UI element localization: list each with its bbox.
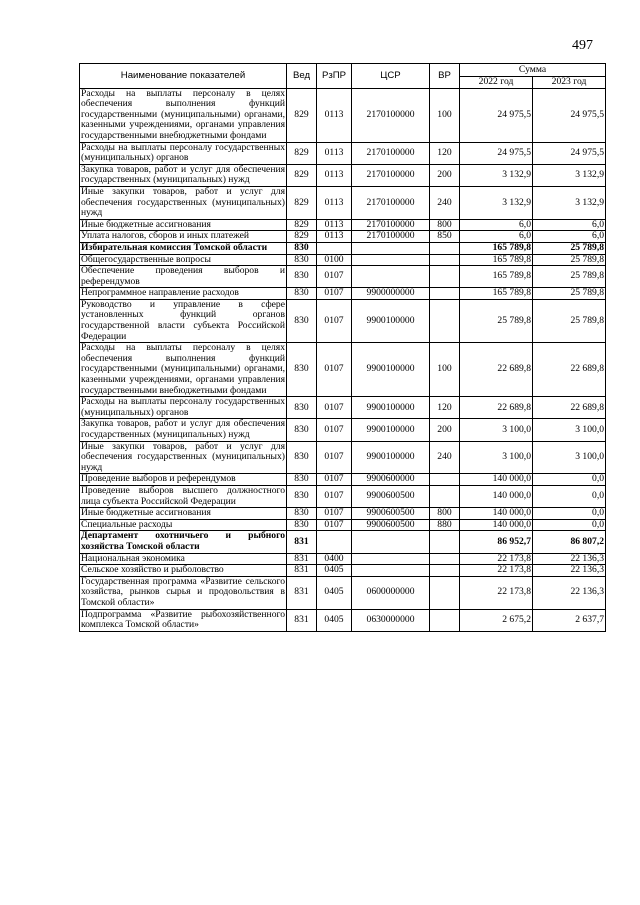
row-name: Уплата налогов, сборов и иных платежей — [80, 231, 287, 243]
row-name: Руководство и управление в сфере установленных функций органов государственной власти субъекта Российской Федерации — [81, 298, 285, 342]
row-amount-2022: 24 975,5 — [460, 88, 533, 142]
row-rzpr: 0113 — [317, 88, 352, 142]
table-row — [80, 186, 606, 219]
row-amount-2023: 0,0 — [533, 519, 606, 531]
table-row — [80, 553, 606, 565]
row-name: Непрограммное направление расходов — [80, 288, 287, 300]
row-rzpr: 0100 — [317, 254, 352, 266]
row-name: Расходы на выплаты персоналу в целях обеспечения выполнения функций государственными (муниципальными) органами, казенными учреждениями, органами управления государственными внебюджетными фондами — [81, 87, 285, 141]
row-rzpr: 0113 — [317, 186, 352, 219]
row-amount-2022: 165 789,8 — [460, 288, 533, 300]
table-row — [80, 242, 606, 254]
row-ved: 831 — [287, 609, 317, 631]
row-amount-2023: 6,0 — [533, 219, 606, 231]
row-vr — [430, 299, 460, 342]
row-amount-2022: 25 789,8 — [460, 299, 533, 342]
row-rzpr: 0107 — [317, 441, 352, 474]
row-rzpr: 0107 — [317, 474, 352, 486]
row-amount-2023: 86 807,2 — [533, 531, 606, 553]
row-vr: 850 — [430, 231, 460, 243]
row-amount-2023: 3 100,0 — [533, 419, 606, 441]
row-csr: 2170100000 — [352, 164, 430, 186]
row-amount-2022: 6,0 — [460, 219, 533, 231]
row-rzpr: 0400 — [317, 553, 352, 565]
row-ved: 829 — [287, 88, 317, 142]
row-ved: 831 — [287, 565, 317, 577]
row-name: Иные бюджетные ассигнования — [80, 508, 287, 520]
row-amount-2022: 165 789,8 — [460, 242, 533, 254]
row-csr: 9900100000 — [352, 343, 430, 397]
row-csr: 2170100000 — [352, 88, 430, 142]
row-csr: 2170100000 — [352, 231, 430, 243]
row-rzpr — [317, 531, 352, 553]
row-amount-2022: 3 100,0 — [460, 419, 533, 441]
row-name: Иные закупки товаров, работ и услуг для обеспечения государственных (муниципальных) нужд — [81, 440, 285, 473]
row-amount-2022: 165 789,8 — [460, 266, 533, 288]
budget-table — [79, 63, 606, 632]
row-name: Подпрограмма «Развитие рыбохозяйственного комплекса Томской области» — [81, 608, 285, 631]
table-row — [80, 288, 606, 300]
row-csr: 2170100000 — [352, 142, 430, 164]
row-csr: 2170100000 — [352, 186, 430, 219]
row-ved: 829 — [287, 231, 317, 243]
row-vr — [430, 576, 460, 609]
row-rzpr: 0405 — [317, 565, 352, 577]
row-name: Иные закупки товаров, работ и услуг для обеспечения государственных (муниципальных) нужд — [81, 185, 285, 219]
row-amount-2023: 6,0 — [533, 231, 606, 243]
row-amount-2022: 140 000,0 — [460, 485, 533, 507]
table-row — [80, 266, 606, 288]
row-vr — [430, 553, 460, 565]
row-csr: 0630000000 — [352, 609, 430, 631]
row-amount-2023: 24 975,5 — [533, 88, 606, 142]
header-year-2023: 2023 год — [533, 77, 606, 89]
row-rzpr: 0107 — [317, 419, 352, 441]
row-name: Иные бюджетные ассигнования — [80, 219, 287, 231]
row-rzpr: 0107 — [317, 266, 352, 288]
row-name: Сельское хозяйство и рыболовство — [80, 565, 287, 577]
table-row — [80, 88, 606, 142]
table-row — [80, 231, 606, 243]
row-amount-2023: 3 100,0 — [533, 441, 606, 474]
row-ved: 829 — [287, 164, 317, 186]
header-name: Наименование показателей — [80, 64, 287, 89]
row-amount-2022: 22 173,8 — [460, 553, 533, 565]
row-csr — [352, 565, 430, 577]
row-amount-2023: 0,0 — [533, 508, 606, 520]
row-csr: 9900100000 — [352, 299, 430, 342]
row-csr — [352, 254, 430, 266]
row-rzpr: 0107 — [317, 485, 352, 507]
row-name: Избирательная комиссия Томской области — [80, 242, 287, 254]
row-rzpr: 0107 — [317, 519, 352, 531]
row-vr — [430, 609, 460, 631]
row-rzpr: 0107 — [317, 299, 352, 342]
row-csr: 9900100000 — [352, 441, 430, 474]
row-ved: 830 — [287, 441, 317, 474]
header-row — [80, 64, 606, 77]
row-name: Расходы на выплаты персоналу государственных (муниципальных) органов — [81, 396, 285, 418]
row-amount-2023: 22 136,3 — [533, 576, 606, 609]
row-rzpr: 0405 — [317, 609, 352, 631]
row-vr: 880 — [430, 519, 460, 531]
row-name: Закупка товаров, работ и услуг для обеспечения государственных (муниципальных) нужд — [81, 418, 285, 440]
row-amount-2023: 3 132,9 — [533, 164, 606, 186]
row-ved: 829 — [287, 186, 317, 219]
row-amount-2022: 3 132,9 — [460, 186, 533, 219]
row-ved: 831 — [287, 531, 317, 553]
table-row — [80, 609, 606, 631]
row-csr — [352, 242, 430, 254]
row-ved: 830 — [287, 519, 317, 531]
row-csr — [352, 266, 430, 288]
row-ved: 830 — [287, 242, 317, 254]
row-vr — [430, 485, 460, 507]
row-csr: 9900100000 — [352, 397, 430, 419]
row-ved: 830 — [287, 419, 317, 441]
row-csr: 2170100000 — [352, 219, 430, 231]
table-body — [80, 88, 606, 631]
table-row — [80, 519, 606, 531]
row-amount-2023: 22 136,3 — [533, 553, 606, 565]
row-amount-2022: 22 173,8 — [460, 576, 533, 609]
table-row — [80, 485, 606, 507]
table-row — [80, 531, 606, 553]
row-amount-2022: 140 000,0 — [460, 508, 533, 520]
table-row — [80, 219, 606, 231]
table-row — [80, 565, 606, 577]
row-rzpr: 0113 — [317, 142, 352, 164]
table-row — [80, 299, 606, 342]
row-vr: 800 — [430, 219, 460, 231]
row-csr: 9900600500 — [352, 508, 430, 520]
table-row — [80, 508, 606, 520]
row-amount-2022: 6,0 — [460, 231, 533, 243]
row-amount-2022: 140 000,0 — [460, 519, 533, 531]
row-name: Расходы на выплаты персоналу государственных (муниципальных) органов — [81, 141, 285, 164]
row-name: Общегосударственные вопросы — [80, 254, 287, 266]
row-rzpr: 0107 — [317, 343, 352, 397]
table-row — [80, 474, 606, 486]
row-vr: 100 — [430, 343, 460, 397]
row-name: Проведение выборов высшего должностного лица субъекта Российской Федерации — [81, 484, 285, 507]
row-name: Закупка товаров, работ и услуг для обеспечения государственных (муниципальных) нужд — [81, 163, 285, 186]
row-amount-2023: 25 789,8 — [533, 288, 606, 300]
header-csr: ЦСР — [352, 64, 430, 89]
row-amount-2023: 2 637,7 — [533, 609, 606, 631]
page-number: 497 — [572, 38, 593, 53]
row-amount-2022: 22 689,8 — [460, 397, 533, 419]
row-amount-2023: 22 689,8 — [533, 397, 606, 419]
row-vr — [430, 288, 460, 300]
row-name: Государственная программа «Развитие сельского хозяйства, рынков сырья и продовольствия в Томской области» — [81, 575, 285, 608]
row-ved: 830 — [287, 485, 317, 507]
row-amount-2023: 3 132,9 — [533, 186, 606, 219]
row-ved: 830 — [287, 299, 317, 342]
table-row — [80, 164, 606, 186]
row-rzpr: 0113 — [317, 231, 352, 243]
row-csr: 9900600500 — [352, 485, 430, 507]
row-ved: 830 — [287, 254, 317, 266]
row-vr — [430, 242, 460, 254]
table-row — [80, 254, 606, 266]
row-rzpr: 0113 — [317, 164, 352, 186]
row-rzpr — [317, 242, 352, 254]
row-ved: 829 — [287, 219, 317, 231]
row-amount-2022: 165 789,8 — [460, 254, 533, 266]
row-amount-2023: 25 789,8 — [533, 242, 606, 254]
row-ved: 830 — [287, 474, 317, 486]
table-row — [80, 397, 606, 419]
row-ved: 831 — [287, 553, 317, 565]
table-row — [80, 343, 606, 397]
row-amount-2023: 0,0 — [533, 474, 606, 486]
row-amount-2023: 22 136,3 — [533, 565, 606, 577]
header-rzpr: РзПР — [317, 64, 352, 89]
row-ved: 830 — [287, 508, 317, 520]
row-vr: 240 — [430, 441, 460, 474]
row-name: Департамент охотничьего и рыбного хозяйства Томской области — [81, 530, 285, 552]
row-ved: 830 — [287, 288, 317, 300]
row-csr: 9900000000 — [352, 288, 430, 300]
row-vr — [430, 474, 460, 486]
row-vr: 100 — [430, 88, 460, 142]
row-amount-2023: 0,0 — [533, 485, 606, 507]
row-vr: 200 — [430, 164, 460, 186]
row-amount-2022: 2 675,2 — [460, 609, 533, 631]
row-vr: 120 — [430, 142, 460, 164]
header-vr: ВР — [430, 64, 460, 89]
row-name: Национальная экономика — [80, 553, 287, 565]
row-ved: 829 — [287, 142, 317, 164]
row-vr: 200 — [430, 419, 460, 441]
row-rzpr: 0107 — [317, 397, 352, 419]
row-ved: 830 — [287, 397, 317, 419]
table-row — [80, 441, 606, 474]
row-csr: 9900100000 — [352, 419, 430, 441]
row-rzpr: 0405 — [317, 576, 352, 609]
row-csr — [352, 553, 430, 565]
row-name: Расходы на выплаты персоналу в целях обеспечения выполнения функций государственными (муниципальными) органами, казенными учреждениями, органами управления государственными внебюджетными фондами — [81, 342, 285, 396]
table-row — [80, 576, 606, 609]
row-amount-2023: 25 789,8 — [533, 266, 606, 288]
header-year-2022: 2022 год — [460, 77, 533, 89]
row-vr: 120 — [430, 397, 460, 419]
row-amount-2023: 25 789,8 — [533, 254, 606, 266]
row-vr — [430, 565, 460, 577]
row-amount-2022: 24 975,5 — [460, 142, 533, 164]
row-vr — [430, 254, 460, 266]
row-ved: 831 — [287, 576, 317, 609]
row-csr — [352, 531, 430, 553]
row-amount-2023: 22 689,8 — [533, 343, 606, 397]
row-vr — [430, 531, 460, 553]
row-amount-2022: 22 173,8 — [460, 565, 533, 577]
row-amount-2023: 25 789,8 — [533, 299, 606, 342]
table-row — [80, 142, 606, 164]
row-csr: 9900600500 — [352, 519, 430, 531]
table-row — [80, 419, 606, 441]
row-rzpr: 0113 — [317, 219, 352, 231]
row-vr: 800 — [430, 508, 460, 520]
row-name: Специальные расходы — [80, 519, 287, 531]
row-ved: 830 — [287, 266, 317, 288]
row-amount-2022: 3 100,0 — [460, 441, 533, 474]
row-amount-2022: 86 952,7 — [460, 531, 533, 553]
row-vr: 240 — [430, 186, 460, 219]
row-amount-2022: 3 132,9 — [460, 164, 533, 186]
row-amount-2022: 22 689,8 — [460, 343, 533, 397]
row-amount-2023: 24 975,5 — [533, 142, 606, 164]
row-ved: 830 — [287, 343, 317, 397]
header-sum: Сумма — [460, 64, 606, 77]
row-csr: 0600000000 — [352, 576, 430, 609]
row-rzpr: 0107 — [317, 508, 352, 520]
header-ved: Вед — [287, 64, 317, 89]
row-amount-2022: 140 000,0 — [460, 474, 533, 486]
row-vr — [430, 266, 460, 288]
row-name: Обеспечение проведения выборов и референдумов — [81, 265, 285, 287]
row-name: Проведение выборов и референдумов — [80, 474, 287, 486]
row-csr: 9900600000 — [352, 474, 430, 486]
row-rzpr: 0107 — [317, 288, 352, 300]
